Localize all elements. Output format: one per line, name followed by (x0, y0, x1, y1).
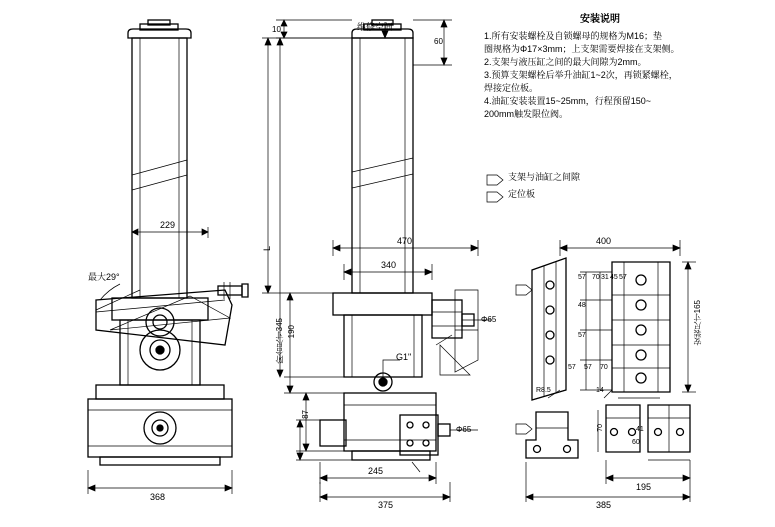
bracket-right-row-4: 57 (619, 274, 627, 281)
dim-340: 340 (381, 260, 397, 270)
dim-368: 368 (150, 492, 166, 502)
bracket-right-row-6: 57 (584, 364, 592, 371)
dim-375: 375 (378, 500, 394, 510)
dim-375-group (320, 482, 450, 502)
dim-245: 245 (368, 466, 384, 476)
bracket-lower-left (526, 412, 578, 458)
dim-install-165: 安装尺寸165 (693, 300, 702, 346)
dim-195-385-group (526, 460, 690, 502)
dim-phi65-b: Φ65 (456, 425, 472, 434)
dim-stage-345: 阶合尺寸345 (275, 318, 284, 364)
notes-line-5: 焊接定位板。 (484, 83, 539, 93)
center-view-lower-body (320, 393, 450, 460)
left-view-cylinder (128, 20, 191, 298)
dim-14: 14 (596, 387, 604, 394)
dim-87: 87 (301, 410, 310, 419)
bracket-right-row-3: 45 (610, 274, 618, 281)
bracket-left-row-3: 57 (578, 332, 586, 339)
notes-line-3: 2.支架与液压缸之间的最大间隙为2mm。 (484, 57, 647, 67)
dim-r85: R8.5 (536, 387, 551, 394)
dim-phi65-a: Φ65 (481, 315, 497, 324)
dim-400: 400 (596, 236, 612, 246)
bracket-lower-right (606, 405, 690, 452)
legend-item-gap: 支架与油缸之间隙 (508, 172, 581, 182)
bracket-r2-row-3: 70 (600, 364, 608, 371)
label-service-space: 维修空间 (357, 22, 394, 32)
legend-item-plate: 定位板 (508, 189, 536, 199)
dim-229: 229 (160, 220, 176, 230)
notes-line-7: 200mm触发限位阀。 (484, 109, 569, 119)
notes-title: 安装说明 (580, 14, 620, 25)
bracket-right-row-1: 70 (592, 274, 600, 281)
dim-385: 385 (596, 500, 612, 510)
notes-line-2: 圈规格为Φ17×3mm；上支架需要焊接在支架侧。 (484, 44, 680, 54)
center-view-head (333, 290, 478, 377)
notes-line-6: 4.油缸安装装置15~25mm，行程预留150~ (484, 96, 652, 106)
bracket-right-row-5: 57 (568, 364, 576, 371)
dim-60: 60 (434, 37, 443, 46)
center-view-cylinder (352, 20, 413, 293)
dim-max-angle: 最大29° (88, 272, 120, 282)
dim-60-lower: 60 (632, 439, 640, 446)
dim-368-group (88, 470, 232, 494)
dim-190: 190 (287, 325, 296, 339)
dim-195: 195 (636, 482, 652, 492)
bracket-right-row-2: 31 (601, 274, 609, 281)
dim-400-group (560, 240, 680, 256)
dim-g1-port: G1" (396, 352, 412, 362)
dim-10: 10 (272, 25, 281, 34)
notes-line-4: 3.预算支架螺栓后举升油缸1~2次，再锁紧螺栓， (484, 70, 678, 80)
bracket-left-row-2: 48 (578, 302, 586, 309)
legend-arrows (487, 175, 532, 434)
dim-70: 70 (597, 424, 604, 432)
left-view-base (88, 385, 232, 465)
bracket-upper-left (532, 258, 566, 400)
notes-line-1: 1.所有安装螺栓及自锁螺母的规格为M16；垫 (484, 31, 663, 41)
dim-41: 41 (636, 426, 644, 433)
bracket-left-row-1: 57 (578, 274, 586, 281)
dim-470: 470 (397, 236, 413, 246)
dim-L: L (262, 246, 272, 252)
